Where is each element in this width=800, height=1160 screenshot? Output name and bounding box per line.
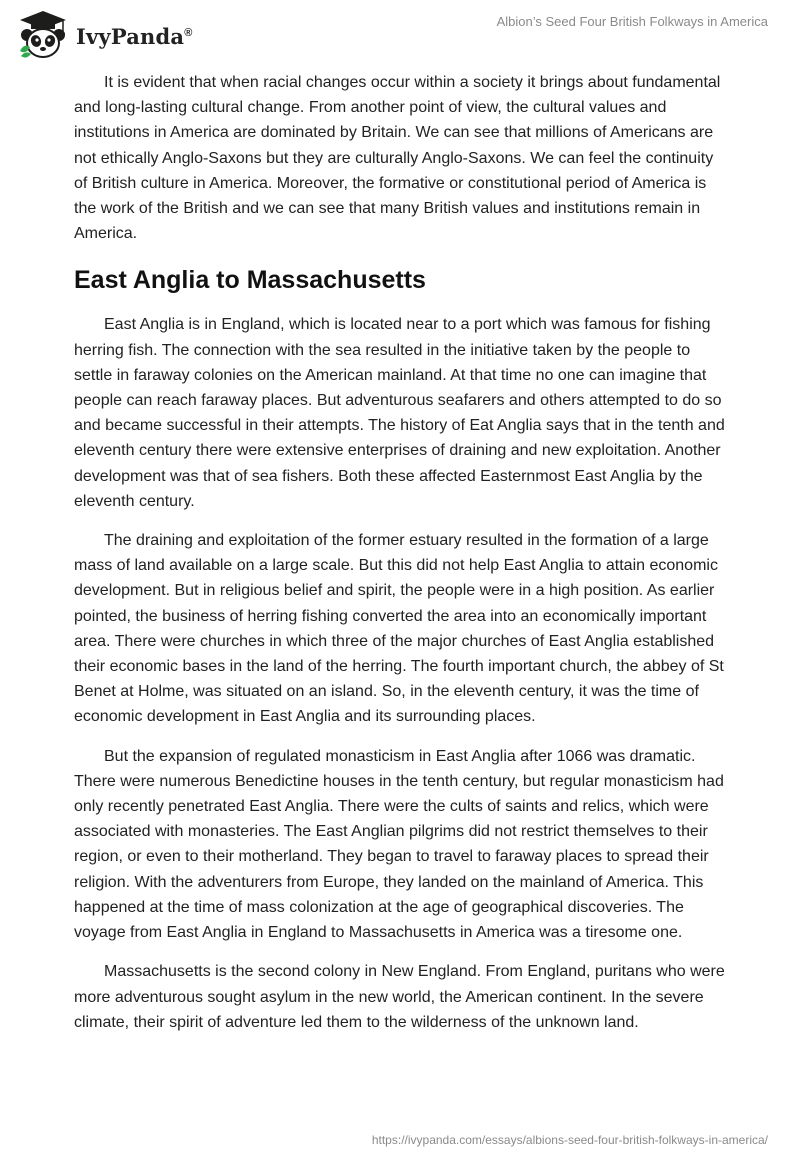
paragraph-2: East Anglia is in England, which is located near to a port which was famous for fishing herring fish. The connection with the sea resulted in the initiative taken by the people to settle in faraway colonies on the American mainland. At that time no one can imagine that people can reach faraway places. But adventurous seafarers and others attempted to do so and became successful in their attempts. The history of Eat Anglia says that in the tenth and eleventh century there were extensive enterprises of draining and new exploitation. Another development was that of sea fishers. Both these affected Easternmost East Anglia by the eleventh century. [74, 316, 725, 510]
paragraph-3: The draining and exploitation of the former estuary resulted in the formation of a large mass of land available on a large scale. But this did not help East Anglia to attain economic development. But in religious belief and spirit, the people were in a high position. As earlier pointed, the business of herring fishing converted the area into an economically important area. There were churches in which three of the major churches of East Anglia established their economic bases in the land of the herring. The fourth important church, the abbey of St Benet at Holme, was situated on an island. So, in the eleventh century, it was the time of economic development in East Anglia and its surrounding places. [74, 532, 724, 726]
paragraph-5: Massachusetts is the second colony in New England. From England, puritans who were more adventurous sought asylum in the new world, the American continent. In the severe climate, their spirit of adventure led them to the wilderness of the unknown land. [74, 963, 725, 1031]
paragraph-1: It is evident that when racial changes occur within a society it brings about fundamental and long-lasting cultural change. From another point of view, the cultural values and institutions in America are dominated by Britain. We can see that millions of Americans are not ethically Anglo-Saxons but they are culturally Anglo-Saxons. We can feel the continuity of British culture in America. Moreover, the formative or constitutional period of America is the work of the British and we can see that many British values and institutions remain in America. [74, 74, 721, 243]
ivypanda-logo[interactable] [16, 9, 193, 64]
source-url[interactable]: https://ivypanda.com/essays/albions-seed-four-british-folkways-in-america/ [371, 1133, 768, 1147]
logo-text: IvyPanda® [76, 24, 193, 49]
paragraph-4: But the expansion of regulated monasticism in East Anglia after 1066 was dramatic. There were numerous Benedictine houses in the tenth century, but regular monasticism had only recently penetrated East Anglia. There were the cults of saints and relics, which were associated with monasteries. The East Anglian pilgrims did not restrict themselves to their region, or even to their motherland. They began to travel to faraway places to spread their religion. With the adventurers from Europe, they landed on the mainland of America. This happened at the time of mass colonization at the age of geographical discoveries. The voyage from East Anglia in England to Massachusetts in America was a tiresome one. [74, 747, 724, 942]
essay-body [74, 70, 726, 1049]
section-heading: East Anglia to Massachusetts [74, 266, 426, 295]
registered-mark: ® [184, 27, 193, 39]
page-header [0, 0, 800, 68]
panda-graduation-cap-icon [16, 9, 70, 64]
document-title: Albion’s Seed Four British Folkways in America [496, 14, 768, 29]
